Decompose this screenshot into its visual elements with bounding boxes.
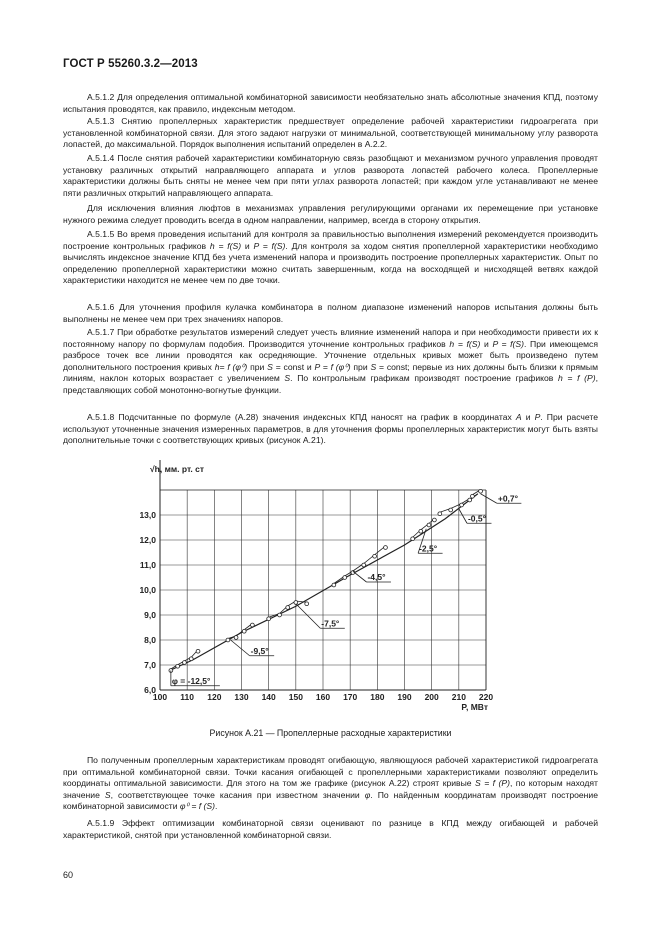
text-run: и bbox=[521, 412, 535, 422]
text-run: = const; первые из них должны быть близки к прямым линиям, наклон которых возрастает с увеличением bbox=[63, 361, 598, 384]
y-tick-label: 13,0 bbox=[139, 510, 156, 520]
data-point bbox=[286, 606, 290, 610]
formula: P = f(S) bbox=[253, 240, 286, 251]
formula: Р bbox=[534, 412, 541, 422]
data-point bbox=[176, 664, 180, 668]
text-run: А.5.1.8 Подсчитанные по формуле (А.28) значения индексных КПД наносят на график в координатах bbox=[87, 412, 516, 422]
data-point bbox=[479, 489, 483, 493]
x-tick-label: 110 bbox=[180, 692, 195, 702]
data-point bbox=[226, 638, 230, 642]
x-tick-label: 160 bbox=[315, 692, 331, 702]
data-point bbox=[267, 617, 271, 621]
annotation-label: -7,5° bbox=[321, 618, 340, 629]
data-point bbox=[438, 512, 442, 516]
propeller-curve bbox=[440, 499, 470, 513]
annotation-leader bbox=[231, 640, 250, 656]
page-header: ГОСТ Р 55260.3.2—2013 bbox=[63, 58, 198, 70]
formula: А bbox=[515, 412, 522, 422]
text-run: . По найденным координатам производят построение комбинаторной зависимости bbox=[63, 789, 598, 812]
text-run: , представляющих собой монотонно-вогнутые функции. bbox=[63, 373, 598, 395]
formula: S bbox=[267, 361, 273, 372]
propeller-curve bbox=[228, 624, 252, 639]
x-tick-label: 130 bbox=[234, 692, 249, 702]
annotation-leader bbox=[296, 604, 320, 629]
data-point bbox=[373, 554, 377, 558]
formula: S bbox=[370, 361, 377, 372]
formula: h = f (P) bbox=[558, 373, 596, 384]
annotation-leader bbox=[481, 494, 497, 504]
data-point bbox=[305, 602, 309, 606]
text-run: при bbox=[247, 361, 268, 372]
x-tick-label: 150 bbox=[288, 692, 303, 702]
x-tick-label: 210 bbox=[451, 692, 466, 702]
data-point bbox=[332, 583, 336, 587]
y-tick-label: 6,0 bbox=[144, 685, 156, 695]
y-tick-label: 9,0 bbox=[144, 610, 156, 620]
data-point bbox=[427, 523, 431, 527]
y-tick-label: 12,0 bbox=[139, 535, 156, 545]
data-point bbox=[234, 636, 238, 640]
formula: S bbox=[284, 373, 291, 384]
text-run: при bbox=[350, 361, 371, 372]
annotation-label: -2,5° bbox=[419, 543, 438, 554]
data-point bbox=[196, 649, 200, 653]
annotation-leader bbox=[353, 571, 367, 582]
paragraph-a514: А.5.1.4 После снятия рабочей характеристики комбинаторную связь разобщают и механизмом ручного управления проводят установку различных открытий направляющего аппарата и углов разворота лопастей рабочего колеса. Пропеллерные характеристики должны быть сняты не менее чем при пяти углах разворота лопастей; при каждом угле устанавливают не менее пяти различных открытий направляющего аппарата. bbox=[63, 153, 598, 198]
formula: h = f(S) bbox=[449, 338, 481, 349]
data-point bbox=[384, 546, 388, 550]
x-tick-label: 170 bbox=[343, 692, 358, 702]
x-tick-label: 220 bbox=[478, 692, 494, 702]
paragraph-backlash: Для исключения влияния люфтов в механизмах управления регулирующими органами их перемещение при установке нужного режима следует проводить всегда в одном направлении, например, всегда в сторону открытия. bbox=[63, 203, 598, 225]
text-run: и bbox=[241, 240, 254, 251]
propeller-chart bbox=[128, 452, 528, 722]
formula: P = f(S) bbox=[492, 338, 525, 349]
data-point bbox=[189, 657, 193, 661]
text-run: А.5.1.5 Во время проведения испытаний для контроля за правильностью выполнения измерений рекомендуется производить построение контрольных графиков bbox=[63, 229, 598, 251]
text-run: . bbox=[215, 801, 218, 812]
formula: h = f(S) bbox=[209, 240, 242, 251]
formula: S = f (P) bbox=[475, 778, 510, 789]
paragraph-a515 bbox=[63, 229, 598, 287]
text-run: и bbox=[480, 338, 493, 349]
paragraph-a512: А.5.1.2 Для определения оптимальной комбинаторной зависимости необязательно знать абсолютные значения КПД, поэтому испытания проводятся, как правило, индексным методом. bbox=[63, 92, 598, 114]
formula: P = f (φ⁰) bbox=[314, 361, 351, 372]
data-point bbox=[242, 629, 246, 633]
annotation-label: +0,7° bbox=[497, 493, 519, 504]
text-run: . При имеющемся разбросе точек все линии проводятся как осредняющие. Уточнение отдельных кривых может быть произведено путем дополнительного построения кривых bbox=[63, 338, 599, 372]
x-tick-label: 140 bbox=[261, 692, 276, 702]
text-run: . По контрольным графикам производят построение графиков bbox=[290, 373, 558, 384]
data-point bbox=[449, 508, 453, 512]
data-point bbox=[468, 498, 472, 502]
annotation-label: -9,5° bbox=[250, 645, 269, 656]
annotation-label: φ = -12,5° bbox=[171, 675, 211, 686]
data-point bbox=[471, 494, 475, 498]
text-run: = const и bbox=[272, 361, 315, 372]
paragraph-a519: А.5.1.9 Эффект оптимизации комбинаторной связи оценивают по разнице в КПД между огибающей и рабочей характеристикой, снятой при установленной комбинаторной связи. bbox=[63, 818, 598, 840]
text-run: , соответствующее точке касания при известном значении bbox=[110, 789, 365, 800]
x-tick-label: 200 bbox=[424, 692, 439, 702]
text-run: , по которым находят значение bbox=[63, 778, 598, 800]
y-axis-label: √h, мм. рт. ст bbox=[150, 464, 204, 474]
data-point bbox=[183, 661, 187, 665]
formula: h= f (φ⁰) bbox=[214, 361, 248, 372]
annotation-label: -4,5° bbox=[367, 572, 386, 582]
text-run: А.5.1.7 При обработке результатов измерений следует учесть влияние изменений напора и при необходимости привести их к постоянному напору по формулам подобия. Производится уточнение контрольных графиков bbox=[63, 327, 598, 349]
text-run: По полученным пропеллерным характеристикам проводят огибающую, являющуюся рабочей характеристикой гидроагрегата при оптимальной комбинаторной связи. Точки касания огибающей с пропеллерными характеристиками позволяют определить координаты оптимальной зависимости. Для этого на том же графике (рисунок А.22) строят кривые bbox=[63, 755, 598, 789]
paragraph-a517 bbox=[63, 327, 598, 397]
data-point bbox=[278, 613, 282, 617]
annotation-leader bbox=[459, 509, 467, 524]
y-tick-label: 10,0 bbox=[139, 585, 156, 595]
formula: φ bbox=[364, 789, 371, 800]
paragraph-a513: А.5.1.3 Снятию пропеллерных характеристик предшествует определение рабочей характеристики гидроагрегата при установленной комбинаторной связи. Для этого задают нагрузки от минимальной, соответствующей минимальному углу разворота лопастей, до максимальной. Порядок выполнения испытаний определен в А.2.2. bbox=[63, 116, 598, 150]
data-point bbox=[419, 529, 423, 533]
text-run: . При расчете используют уточненные значения измеренных параметров, в для уточнения формы пропеллерных характеристик могут быть взяты дополнительные точки с соответствующих кривых (рисунок А.21). bbox=[63, 412, 598, 446]
x-tick-label: 120 bbox=[207, 692, 222, 702]
paragraph-a516: А.5.1.6 Для уточнения профиля кулачка комбинатора в полном диапазоне изменений напоров испытания должны быть выполнены не менее чем при трех значениях напоров. bbox=[63, 302, 598, 324]
data-point bbox=[343, 576, 347, 580]
paragraph-a518 bbox=[63, 412, 598, 447]
annotation-label: -0,5° bbox=[467, 513, 487, 524]
data-point bbox=[411, 537, 415, 541]
x-tick-label: 100 bbox=[152, 692, 168, 702]
data-point bbox=[250, 623, 254, 627]
y-tick-label: 8,0 bbox=[144, 635, 156, 645]
data-point bbox=[432, 518, 436, 522]
page-number: 60 bbox=[63, 870, 74, 880]
formula: φ⁰ = f (S) bbox=[179, 801, 215, 812]
x-axis-label: P, МВт bbox=[461, 702, 488, 712]
x-tick-label: 180 bbox=[370, 692, 385, 702]
y-tick-label: 7,0 bbox=[144, 660, 156, 670]
y-tick-label: 11,0 bbox=[139, 560, 156, 570]
data-point bbox=[362, 563, 366, 567]
figure-caption: Рисунок А.21 — Пропеллерные расходные характеристики bbox=[209, 728, 452, 738]
formula: S bbox=[104, 789, 111, 800]
text-run: . Для контроля за ходом снятия пропеллерной характеристики необходимо вычислять индексное значение КПД без учета изменений напора и производить построение пропеллерных характеристик. Опыт по определению пропеллерной характеристики можно считать завершенным, когда на восходящей и нисходящей ветвях каждой характеристики находится не менее чем по две точки. bbox=[63, 240, 598, 286]
paragraph-envelope bbox=[63, 755, 598, 813]
data-point bbox=[460, 503, 464, 507]
x-tick-label: 190 bbox=[397, 692, 412, 702]
